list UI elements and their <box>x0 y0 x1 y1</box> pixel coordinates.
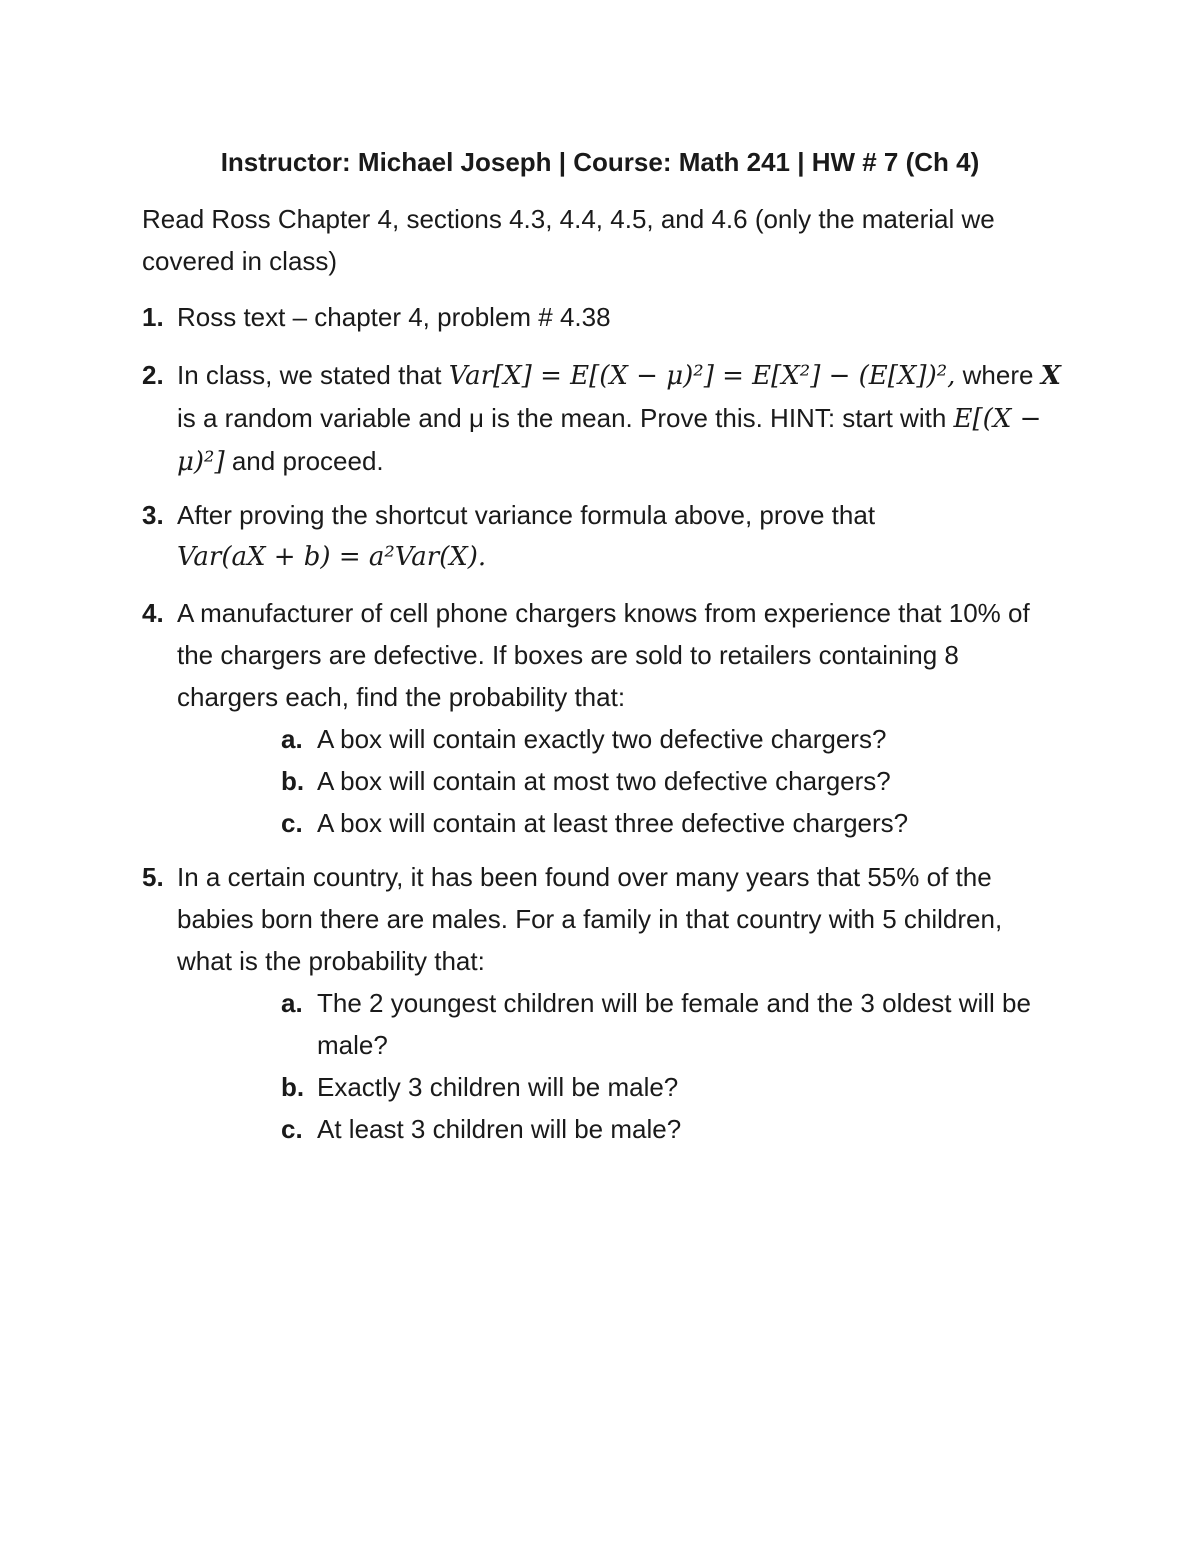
sub-question-a <box>177 718 1062 760</box>
sub-question-b <box>177 1066 1062 1108</box>
problem-3 <box>142 494 1062 578</box>
problem-text-part: is a random variable and μ is the mean. Prove this. HINT: start with <box>177 403 947 433</box>
sub-question-text: Exactly 3 children will be male? <box>317 1072 679 1102</box>
problem-text-part: In a certain country, it has been found over many years that 55% of the babies born there are males. For a family in that country with 5 children, what is the probability that: <box>177 862 1003 976</box>
sub-question-text: At least 3 children will be male? <box>317 1114 682 1144</box>
problem-number: 5. <box>142 862 164 892</box>
problem-1 <box>142 296 1062 338</box>
sub-question-letter: c. <box>281 1114 303 1144</box>
hint-formula: E[(X − μ)²] <box>177 404 1042 477</box>
problem-text-part: where <box>962 360 1034 390</box>
sub-question-letter: a. <box>281 724 303 754</box>
sub-question-text: A box will contain at most two defective chargers? <box>317 766 891 796</box>
problem-4 <box>142 592 1062 844</box>
problem-number: 4. <box>142 598 164 628</box>
sub-question-text: A box will contain exactly two defective chargers? <box>317 724 887 754</box>
page-title: Instructor: Michael Joseph | Course: Math 241 | HW # 7 (Ch 4) <box>220 147 980 177</box>
sub-question-c <box>177 802 1062 844</box>
sub-question-letter: a. <box>281 988 303 1018</box>
sub-question-a <box>177 982 1062 1066</box>
linear-variance-formula: Var(aX + b) = a²Var(X). <box>177 542 487 572</box>
problem-number: 2. <box>142 360 164 390</box>
problem-text <box>177 354 1062 483</box>
sub-question-text: The 2 youngest children will be female and the 3 oldest will be male? <box>317 988 1031 1060</box>
sub-question-b <box>177 760 1062 802</box>
sub-question-c <box>177 1108 1062 1150</box>
problem-text-part: and proceed. <box>231 446 384 476</box>
problem-text-part: In class, we stated that <box>177 360 442 390</box>
problem-number: 1. <box>142 302 164 332</box>
sub-question-letter: c. <box>281 808 303 838</box>
problem-text <box>177 856 1062 1150</box>
reading-assignment: Read Ross Chapter 4, sections 4.3, 4.4, 4.5, and 4.6 (only the material we covered in class) <box>142 204 995 276</box>
variance-formula: Var[X] = E[(X − μ)²] = E[X²] − (E[X])², <box>448 361 956 391</box>
problem-2 <box>142 354 1062 483</box>
problem-text: Ross text – chapter 4, problem # 4.38 <box>177 302 611 332</box>
sub-question-letter: b. <box>281 1072 305 1102</box>
sub-question-text: A box will contain at least three defective chargers? <box>317 808 909 838</box>
problem-text-part: After proving the shortcut variance formula above, prove that <box>177 500 876 530</box>
sub-question-letter: b. <box>281 766 305 796</box>
problem-number: 3. <box>142 500 164 530</box>
problem-text <box>177 494 1062 578</box>
variable-x: X <box>1040 361 1061 391</box>
problem-text-part: A manufacturer of cell phone chargers knows from experience that 10% of the chargers are defective. If boxes are sold to retailers containing 8 chargers each, find the probability that: <box>177 598 1030 712</box>
problem-text <box>177 592 1062 844</box>
problem-5 <box>142 856 1062 1150</box>
